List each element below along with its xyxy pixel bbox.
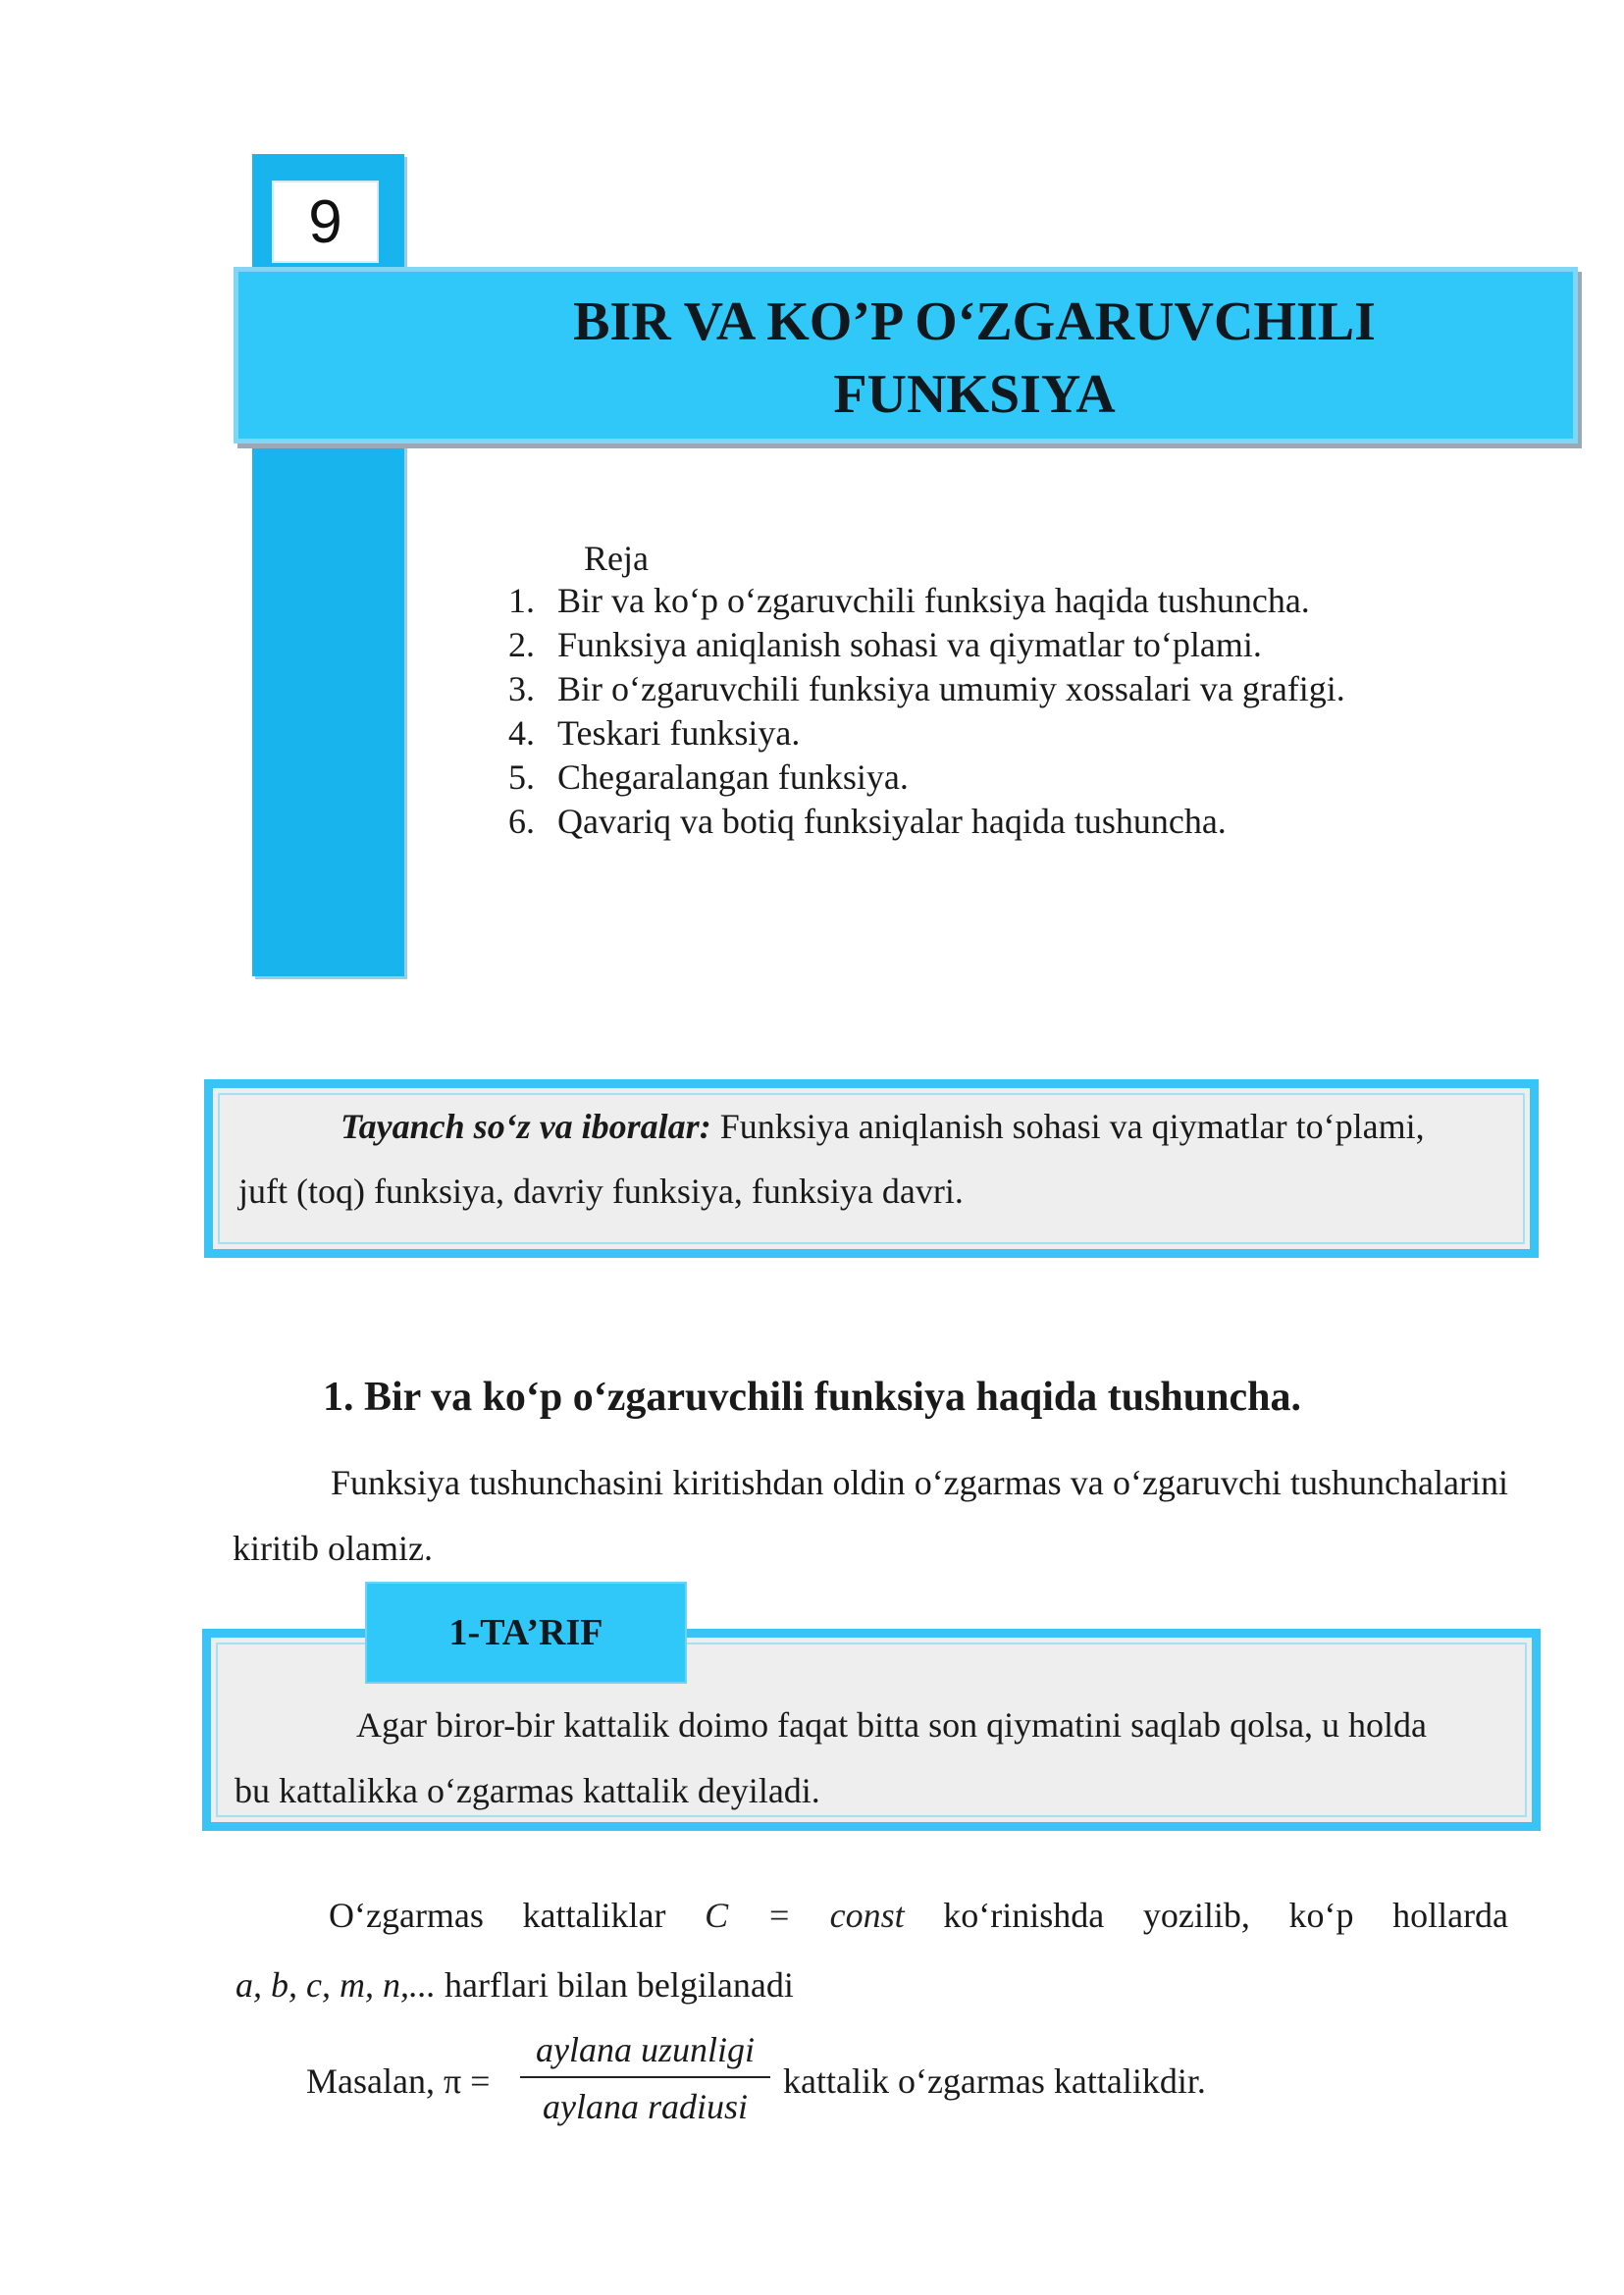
keywords-line2: juft (toq) funksiya, davriy funksiya, funksiya davri.: [238, 1172, 964, 1211]
section-title: 1. Bir va ko‘p o‘zgaruvchili funksiya haqida tushuncha.: [323, 1375, 1301, 1420]
keywords-line1: [341, 1106, 1425, 1147]
plan-list: [508, 579, 1529, 844]
plan-heading: Reja: [584, 539, 649, 578]
keywords-lead: Tayanch so‘z va iboralar:: [341, 1107, 711, 1146]
chapter-title-line2: FUNKSIYA: [833, 364, 1116, 425]
plan-item: [508, 579, 1529, 623]
keywords-box: [204, 1079, 1539, 1258]
pi-fraction: [520, 2029, 770, 2127]
plan-item-number: 1.: [508, 581, 535, 620]
constants-letters: a, b, c, m, n,...: [236, 1965, 436, 2005]
plan-item-number: 6.: [508, 802, 535, 841]
definition-line2: bu kattalikka o‘zgarmas kattalik deyiladi.: [235, 1771, 820, 1810]
plan-item: [508, 756, 1529, 800]
plan-item-text: Chegaralangan funksiya.: [557, 757, 909, 797]
plan-item-text: Bir va ko‘p o‘zgaruvchili funksiya haqida tushuncha.: [557, 581, 1310, 620]
fraction-denominator: aylana radiusi: [542, 2087, 748, 2126]
example-tail: kattalik o‘zgarmas kattalikdir.: [783, 2061, 1206, 2101]
definition-line1: Agar biror-bir kattalik doimo faqat bitta son qiymatini saqlab qolsa, u holda: [356, 1705, 1428, 1745]
plan-item: [508, 623, 1529, 667]
plan-item: [508, 667, 1529, 711]
chapter-title-banner: [234, 267, 1578, 443]
plan-item-number: 5.: [508, 757, 535, 797]
plan-item-text: Funksiya aniqlanish sohasi va qiymatlar to‘plami.: [557, 625, 1262, 664]
fraction-bar: [520, 2076, 770, 2078]
constants-line1-start: O‘zgarmas kattaliklar: [329, 1896, 666, 1935]
plan-item-number: 4.: [508, 713, 535, 753]
constants-line1-end: ko‘rinishda yozilib, ko‘p hollarda: [943, 1896, 1509, 1935]
constants-line2: [236, 1964, 794, 2006]
section-intro-paragraph: Funksiya tushunchasini kiritishdan oldin o‘zgarmas va o‘zgaruvchi tushunchalarini kiritib olamiz.: [233, 1463, 1508, 1568]
fraction-numerator: aylana uzunligi: [536, 2030, 755, 2069]
chapter-title: [415, 286, 1534, 431]
plan-item-text: Qavariq va botiq funksiyalar haqida tushuncha.: [557, 802, 1227, 841]
keywords-line1-text: Funksiya aniqlanish sohasi va qiymatlar to‘plami,: [710, 1107, 1425, 1146]
plan-item-number: 3.: [508, 669, 535, 708]
plan-item-text: Teskari funksiya.: [557, 713, 801, 753]
const-formula: C = const: [705, 1896, 905, 1935]
plan-item-number: 2.: [508, 625, 535, 664]
constants-line2-end: harflari bilan belgilanadi: [435, 1965, 794, 2005]
constants-line1: [329, 1896, 1508, 1935]
definition-label: 1-TA’RIF: [365, 1582, 687, 1684]
chapter-number: 9: [272, 181, 379, 263]
plan-item: [508, 800, 1529, 844]
example-lead: Masalan, π =: [306, 2061, 491, 2101]
plan-item-text: Bir o‘zgaruvchili funksiya umumiy xossalari va grafigi.: [557, 669, 1345, 708]
plan-item: [508, 711, 1529, 756]
chapter-title-line1: BIR VA KO’P O‘ZGARUVCHILI: [573, 291, 1376, 352]
